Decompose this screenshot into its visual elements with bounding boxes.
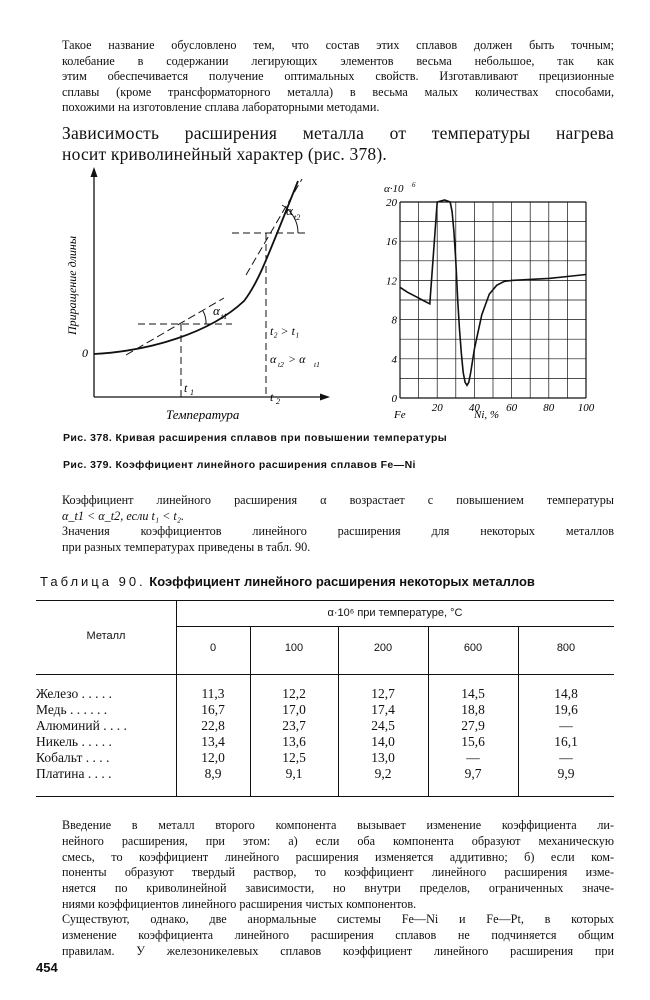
table-cell: 16,1 (554, 734, 578, 749)
section-statement (62, 123, 614, 165)
text-line: колебание в содержании легирующих элементов весьма небольшое, так как (62, 53, 614, 68)
table-cell: 27,9 (461, 718, 485, 733)
table-cell: 23,7 (282, 718, 306, 733)
table-cell: 9,2 (374, 766, 392, 781)
y-tick-label: 4 (391, 353, 397, 366)
tangent-t2 (246, 179, 302, 275)
table-cell: 12,5 (282, 750, 306, 765)
table-cell: 14,0 (371, 734, 395, 749)
text-line: похожими на изготовление сплава лабораторными методами. (62, 100, 380, 114)
svg-text:t1: t1 (314, 360, 320, 369)
svg-text:α: α (270, 352, 277, 366)
table-cell: 12,2 (282, 686, 306, 701)
table-top-rule (36, 600, 614, 601)
svg-text:t1: t1 (221, 312, 228, 321)
table-row-name: Медь . . . . . . (36, 702, 108, 717)
table-cell: 14,8 (554, 686, 578, 701)
paragraph-anomalous (62, 912, 614, 959)
t1-label (184, 381, 194, 397)
table-bottom-rule (36, 796, 614, 797)
figure-378-caption: Рис. 378. Кривая расширения сплавов при повышении температуры (63, 432, 448, 444)
svg-text:t: t (270, 390, 274, 404)
table-row-name: Алюминий . . . . (36, 718, 127, 733)
table-cell: 17,4 (371, 702, 395, 717)
text-line: Зависимость расширения металла от температуры нагрева (62, 123, 614, 143)
text-line: изменение коэффициента линейного расширения сплавов не подчиняется общим (62, 927, 614, 942)
x-tick-label: 80 (543, 402, 555, 414)
text-line: Введение в металл второго компонента вызывает изменение коэффициента ли- (62, 818, 614, 832)
paragraph-second-component (62, 818, 614, 913)
x-axis-arrow (320, 394, 330, 401)
expansion-curve (94, 181, 301, 354)
text-line: носит криволинейный характер (рис. 378). (62, 144, 387, 164)
svg-text:6: 6 (412, 181, 416, 189)
angle-arc-t1 (203, 311, 206, 324)
table-row-name: Железо . . . . . (36, 686, 113, 701)
table-cell: — (559, 718, 573, 733)
table-group-rule (176, 626, 614, 627)
text-line: этим обеспечивается получение оптимальных свойств. Изготавливают прецизионные (62, 69, 614, 83)
svg-text:1: 1 (190, 388, 194, 397)
text-line: ниями коэффициентов линейного расширения чистых компонентов. (62, 896, 417, 911)
col-header-group: α·10⁶ при температуре, °C (327, 607, 463, 619)
x-tick-label: 40 (468, 402, 480, 414)
text-line: смесь, то коэффициент линейного расширения изменяется аддитивно; б) если ком- (62, 849, 614, 864)
svg-text:α: α (286, 203, 293, 218)
svg-text:α: α (213, 303, 220, 318)
y-axis-arrow (91, 167, 98, 177)
col-header-temp: 200 (373, 642, 393, 654)
y-tick-label: 16 (386, 236, 397, 249)
table-row-name: Платина . . . . (36, 766, 112, 781)
table-cell: 13,6 (282, 734, 306, 749)
svg-text:t2: t2 (278, 360, 284, 369)
col-header-temp: 800 (556, 642, 576, 654)
table-cell: — (559, 750, 573, 765)
chart-grid (400, 202, 586, 398)
text-line: Такое название обусловлено тем, что состав этих сплавов должен быть точным; (62, 38, 614, 52)
y-tick-label: 12 (386, 275, 397, 288)
table-cell: 12,7 (371, 686, 395, 701)
fe-label: Fe (394, 409, 406, 421)
page-number: 454 (36, 960, 58, 975)
origin-label: 0 (82, 346, 88, 360)
text-line: сплавы (кроме трансформаторного металла) в весьма малых количествах способами, (62, 84, 614, 99)
text-line: при разных температурах приведены в табл. 90. (62, 539, 311, 554)
y-unit-label (384, 181, 416, 195)
tangent-t1 (126, 298, 224, 355)
table-cell: 19,6 (554, 702, 578, 717)
svg-text:> α: > α (288, 352, 306, 366)
table-cell: 9,9 (557, 766, 575, 781)
col-header-temp: 600 (463, 642, 483, 654)
x-axis-label: Температура (166, 407, 240, 422)
text-line: Существуют, однако, две анормальные системы Fe—Ni и Fe—Pt, в которых (62, 912, 614, 926)
text-line: нейного расширения, при этом: а) если оба компонента образуют механическую (62, 833, 614, 848)
table-cell: 12,0 (201, 750, 225, 765)
table-cell: 22,8 (201, 718, 225, 733)
table-row-name: Кобальт . . . . (36, 750, 110, 765)
y-tick-label: 0 (391, 393, 397, 405)
text-line: правилам. У железоникелевых сплавов коэффициент линейного расширения при (62, 943, 614, 958)
table-cell: 17,0 (282, 702, 306, 717)
text-line: поненты образуют твердый раствор, то коэффициент линейного расширения изме- (62, 865, 614, 880)
paragraph-alpha (62, 493, 614, 555)
text-line: няется по криволинейной зависимости, но внутри пределов, ограниченных значе- (62, 881, 614, 896)
table-cell: 15,6 (461, 734, 485, 749)
y-tick-label: 20 (386, 197, 397, 209)
text-line: Коэффициент линейного расширения α возрастает с повышением температуры (62, 493, 614, 507)
table-row-name: Никель . . . . . (36, 734, 112, 749)
x-tick-label: 60 (506, 402, 518, 414)
table-header-rule (36, 674, 614, 675)
table-cell: — (466, 750, 480, 765)
relation-alpha (270, 352, 320, 369)
chart-tick-labels (386, 197, 595, 414)
table-cell: 8,9 (204, 766, 222, 781)
table-cell: 24,5 (371, 718, 395, 733)
y-tick-label: 8 (391, 314, 397, 327)
table-cell: 14,5 (461, 686, 485, 701)
relation-t: t₂ > t₁ (270, 324, 300, 338)
text-line: Значения коэффициентов линейного расширения для некоторых металлов (62, 524, 614, 538)
t2-label (270, 390, 280, 406)
col-header-temp: 100 (284, 642, 304, 654)
col-header-temp: 0 (209, 642, 217, 654)
table-col-divider (176, 600, 177, 796)
text-line: α_t1 < α_t2, если t₁ < t₂. (62, 508, 185, 523)
table-cell: 9,1 (285, 766, 303, 781)
figure-378 (60, 165, 340, 430)
table-title: Таблица 90. Коэффициент линейного расширения некоторых металлов (40, 574, 535, 589)
table-cell: 16,7 (201, 702, 225, 717)
y-axis-label: Приращение длины (65, 235, 79, 335)
table-cell: 13,4 (201, 734, 225, 749)
table-cell: 11,3 (201, 686, 225, 701)
svg-text:α·10: α·10 (384, 183, 404, 195)
table-cell: 18,8 (461, 702, 485, 717)
x-tick-label: 100 (577, 402, 595, 414)
figure-379-chart (370, 180, 605, 425)
svg-text:t2: t2 (294, 213, 301, 222)
table-cell: 13,0 (371, 750, 395, 765)
figure-379-caption: Рис. 379. Коэффициент линейного расширения сплавов Fe—Ni (63, 459, 416, 471)
x-tick-label: 20 (431, 402, 443, 414)
table-cell: 9,7 (464, 766, 482, 781)
ni-axis-label: Ni, % (474, 409, 500, 421)
svg-text:2: 2 (276, 397, 280, 406)
intro-paragraph (62, 38, 614, 116)
svg-text:t: t (184, 381, 188, 395)
alpha-t1-label (213, 303, 227, 321)
alpha-t2-label (286, 203, 300, 222)
col-header-metal: Металл (86, 630, 126, 642)
